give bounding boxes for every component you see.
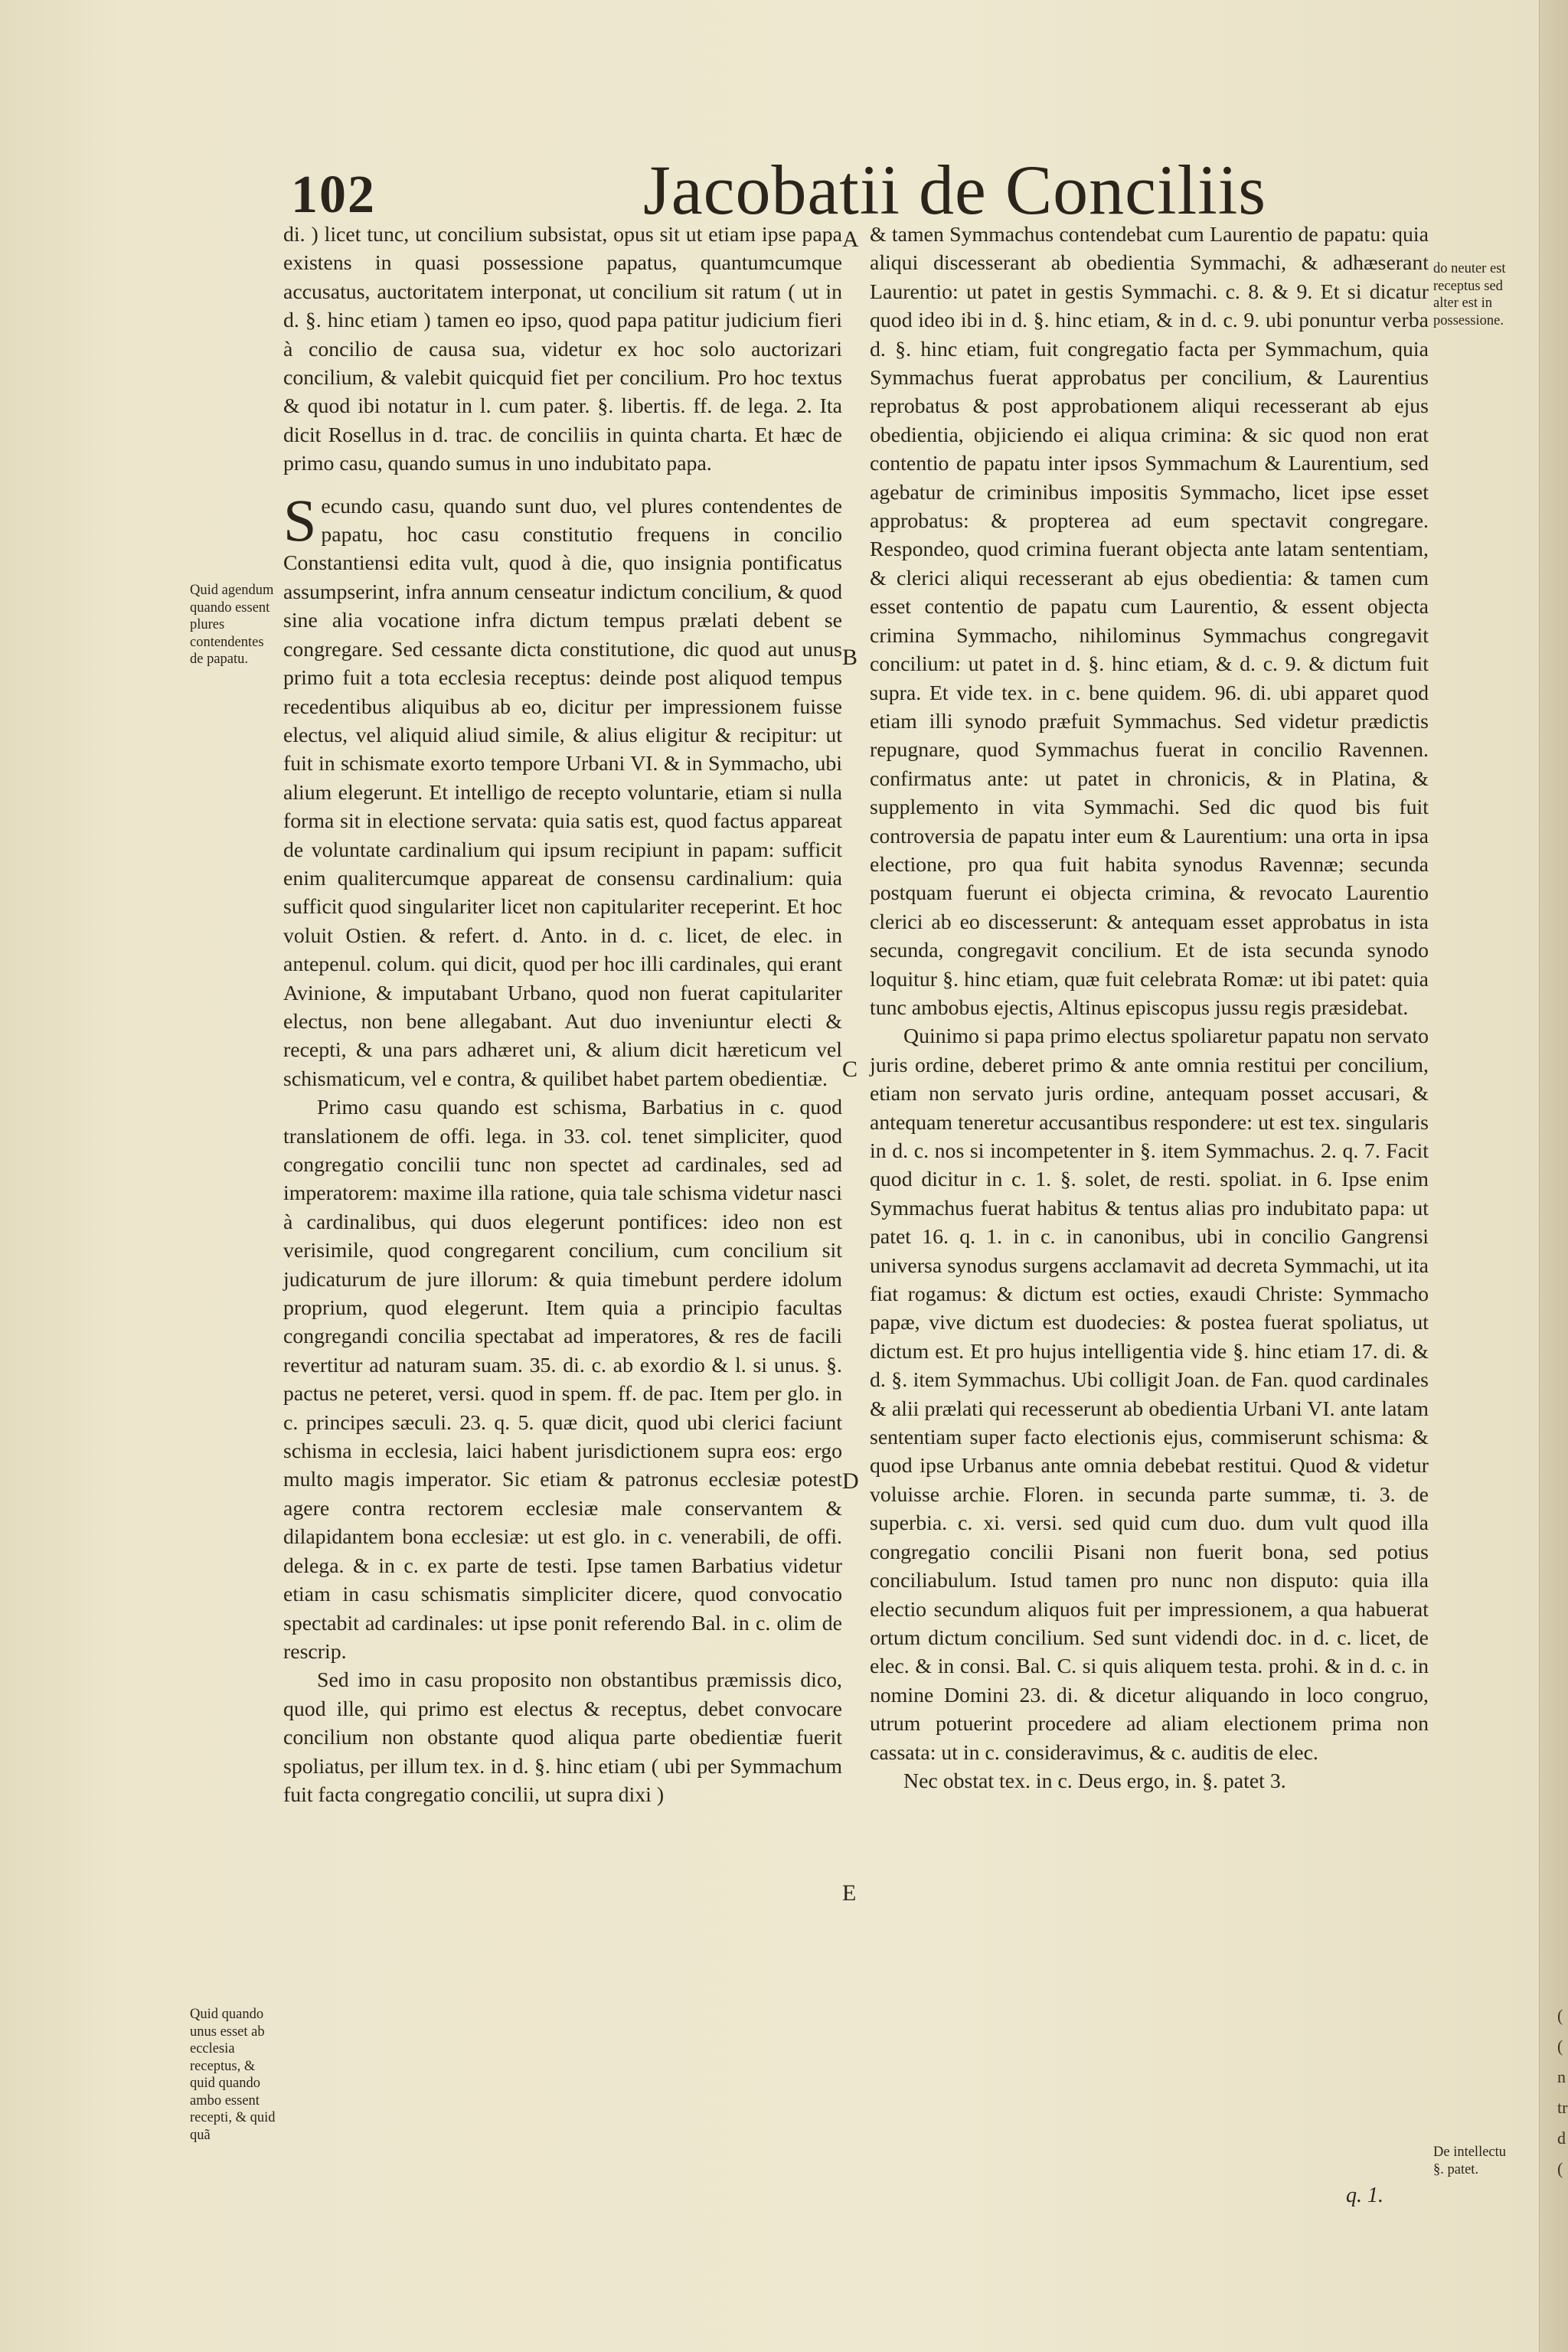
left-paragraph-3: Primo casu quando est schisma, Barbatius in c. quod translationem de offi. lega. in 33. col. tenet simpliciter, quod congregatio concilii tunc non spectet ad cardinales, sed ad imperatorem: maxime illa ratione, quia tale schisma videtur nasci à cardinalibus, qui duos elegerunt pontifices: ideo non est verisimile, quod congregarent concilium, cum concilium sit judicaturum de jure illorum: & quia timebunt perdere idolum proprium, quod elegerunt. Item quia a principio facultas congregandi concilia spectabat ad imperatores, & res de facili revertitur ad naturam suam. 35. di. c. ab exordio & l. si unus. §. pactus ne peteret, versi. quod in spem. ff. de pac. Item per glo. in c. principes sæculi. 23. q. 5. quæ dicit, quod ubi clerici faciunt schisma in ecclesia, laici habent jurisdictionem supra eos: ergo multo magis imperator. Sic etiam & patronus ecclesiæ potest agere contra rectorem ecclesiæ male conservantem & dilapidantem bona ecclesiæ: ut est glo. in c. venerabili, de offi. delega. & in c. ex parte de testi. Ipse tamen Barbatius videtur etiam in casu schismatis simpliciter dicere, quod convocatio spectabit ad cardinales: ut ipse ponit referendo Bal. in c. olim de rescrip. <box>283 1096 842 1664</box>
left-column <box>283 220 842 1809</box>
edge-glyph: ( <box>1557 2006 1563 2025</box>
edge-glyph: d <box>1557 2128 1566 2148</box>
margin-note-left: Quid agendum quando essent plures contendentes de papatu. <box>190 583 274 667</box>
section-letter: A <box>842 227 859 252</box>
margin-note-right: do neuter est receptus sed alter est in possessione. <box>1433 261 1506 328</box>
running-title: Jacobatii de Conciliis <box>643 151 1267 229</box>
section-letter: B <box>842 645 858 670</box>
right-paragraph-3: Nec obstat tex. in c. Deus ergo, in. §. patet 3. <box>903 1769 1286 1793</box>
edge-glyph: ( <box>1557 2159 1563 2178</box>
edge-glyph: n <box>1557 2067 1566 2086</box>
left-paragraph-4: Sed imo in casu proposito non obstantibus præmissis dico, quod ille, qui primo est electus & receptus, debet convocare concilium non obstante quod aliqua parte obedientiæ fuerit spoliatus, per illum tex. in d. §. hinc etiam ( ubi per Symmachum fuit facta congregatio concilii, ut supra dixi ) <box>283 1668 842 1807</box>
left-paragraph-1: di. ) licet tunc, ut concilium subsistat, opus sit ut etiam ipse papa existens in quasi possessione papatus, quantumcumque accusatus, auctoritatem interponat, ut concilium sit ratum ( ut in d. §. hinc etiam ) tamen eo ipso, quod papa patitur judicium fieri à concilio de causa sua, videtur ex hoc solo auctorizari concilium, & valebit quicquid fiet per concilium. Pro hoc textus & quod ibi notatur in l. cum pater. §. libertis. ff. de lega. 2. Ita dicit Rosellus in d. trac. de conciliis in quinta charta. Et hæc de primo casu, quando sumus in uno indubitato papa. <box>283 223 842 476</box>
left-paragraph-2: Secundo casu, quando sunt duo, vel plures contendentes de papatu, hoc casu constitutio frequens in concilio Constantiensi edita vult, quod à die, quo insignia pontificatus assumpserint, infra annum censeatur indictum concilium, & quod sine alia vocatione infra dictum tempus prælati debent se congregare. Sed cessante dicta constitutione, dic quod aut unus primo fuit a tota ecclesia receptus: deinde post aliquod tempus recedentibus aliquibus ab eo, dicitur per impressionem fuisse electus, vel aliquid aliud simile, & alius eligitur & recipitur: ut fuit in schismate exorto tempore Urbani VI. & in Symmacho, ubi alium elegerunt. Et intelligo de recepto voluntarie, etiam si nulla forma sit in electione servata: quia satis est, quod factus appareat de voluntate cardinalium qui ipsum recipiunt in papam: sufficit enim qualitercumque appareat de consensu cardinalium: quia sufficit quod singulariter licet non capitulariter receperint. Et hoc voluit Ostien. & refert. d. Anto. in d. c. licet, de elec. in antepenul. colum. qui dicit, quod per hoc illi cardinales, qui erant Avinione, & imputabant Urbano, quod non fuerat capitulariter electus, non bene allegabant. Aut duo inveniuntur electi & recepti, & una pars adhæret uni, & alium dicit hæreticum vel schismaticum, vel e contra, & quilibet habet partem obedientiæ. <box>283 486 842 1091</box>
margin-note-right: De intellectu §. patet. <box>1433 2145 1507 2177</box>
signature-mark: q. 1. <box>1346 2184 1383 2207</box>
margin-note-left: Quid quando unus esset ab ecclesia receptus, & quid quando ambo essent recepti, & quid quã <box>190 2007 276 2143</box>
section-letter: D <box>842 1468 859 1494</box>
page-number: 102 <box>291 165 376 224</box>
right-column <box>870 220 1429 1795</box>
right-paragraph-2: Quinimo si papa primo electus spoliaretur papatu non servato juris ordine, deberet primo & ante omnia restitui per concilium, etiam non servato juris ordine, antequam posset accusari, & antequam teneretur accusantibus respondere: ut est tex. singularis in d. c. nos si incompetenter in §. item Symmachus. 2. q. 7. Facit quod dicitur in c. 1. §. solet, de resti. spoliat. in 6. Ipse enim Symmachus fuerat habitus & tentus alias pro indubitato papa: ut patet 16. q. 1. in c. in canonibus, ubi in concilio Gangrensi universa synodus surgens acclamavit ad decreta Symmachi, ut ita fiat rogamus: & dictum est octies, exaudi Christe: Symmacho papæ, vive dictum est duodecies: & postea fuerat spoliatus, ut dictum est. Et pro hujus intelligentia vide §. hinc etiam 17. di. & d. §. item Symmachus. Ubi colligit Joan. de Fan. quod cardinales & alii prælati qui recesserunt ab obedientia Urbani VI. ante latam sententiam super facto electionis ejus, commiserunt schisma: & quod ipse Urbanus ante omnia debebat restitui. Quod & videtur voluisse archie. Floren. in secunda parte summæ, ti. 3. de superbia. c. xi. versi. sed quid cum duo. dum vult quod illa congregatio concilii Pisani non fuerit bona, sed potius conciliabulum. Istud tamen pro nunc non disputo: quia illa electio secundum aliquos fuit per impressionem, a qua habuerat ortum dictum concilium. Sed sunt videndi doc. in d. c. licet, de elec. & in consi. Bal. C. si quis aliquem testa. prohi. & in d. c. in nomine Domini 23. di. & dicetur aliquando in loco congruo, utrum potuerint procedere ad aliam electionem prima non cassata: ut in c. consideravimus, & c. auditis de elec. <box>870 1024 1429 1765</box>
section-letter: E <box>842 1880 857 1906</box>
edge-glyph: ( <box>1557 2037 1563 2056</box>
section-letter: C <box>842 1057 858 1082</box>
edge-glyph: tr <box>1557 2098 1568 2117</box>
adjacent-page-edge <box>1539 0 1568 2352</box>
right-paragraph-1: & tamen Symmachus contendebat cum Laurentio de papatu: quia aliqui discesserant ab obedientia Symmachi, & adhæserant Laurentio: ut patet in gestis Symmachi. c. 8. & 9. Et si dicatur quod ideo ibi in d. §. hinc etiam, & in d. c. 9. ubi ponuntur verba d. §. hinc etiam, fuit congregatio facta per Symmachum, quia Symmachus fuerat approbatus per concilium, & Laurentius reprobatus & post approbationem aliqui recesserant ab ejus obedientia, objiciendo ei aliqua crimina: & sic quod non erat contentio de papatu inter ipsos Symmachum & Laurentium, sed agebatur de criminibus impositis Symmacho, licet ipse esset approbatus: & propterea ad eum spectavit congregare. Respondeo, quod crimina fuerant objecta ante latam sententiam, & clerici aliqui recesserant ab ejus obedientia: & tamen cum esset contentio de papatu cum Laurentio, & essent objecta crimina Symmacho, nihilominus Symmachus congregavit concilium: ut patet in d. §. hinc etiam, & d. c. 9. & dictum fuit supra. Et vide tex. in c. bene quidem. 96. di. ubi apparet quod etiam illi synodo præfuit Symmachus. Sed videtur prædictis repugnare, quod Symmachus fuerat in concilio Ravennen. confirmatus ante: ut patet in chronicis, & in Platina, & supplemento in vita Symmachi. Sed dic quod bis fuit controversia de papatu inter eum & Laurentium: una orta in ipsa electione, pro qua fuit habita synodus Ravennæ; secunda postquam fuerunt ei objecta crimina, & revocato Laurentio clerici ab eo discesserunt: & antequam esset approbatus in ista secunda, congregavit concilium. Et de ista secunda synodo loquitur §. hinc etiam, quæ fuit celebrata Romæ: ut ibi patet: quia tunc ambobus ejectis, Altinus episcopus jussu regis præsidebat. <box>870 223 1429 1020</box>
